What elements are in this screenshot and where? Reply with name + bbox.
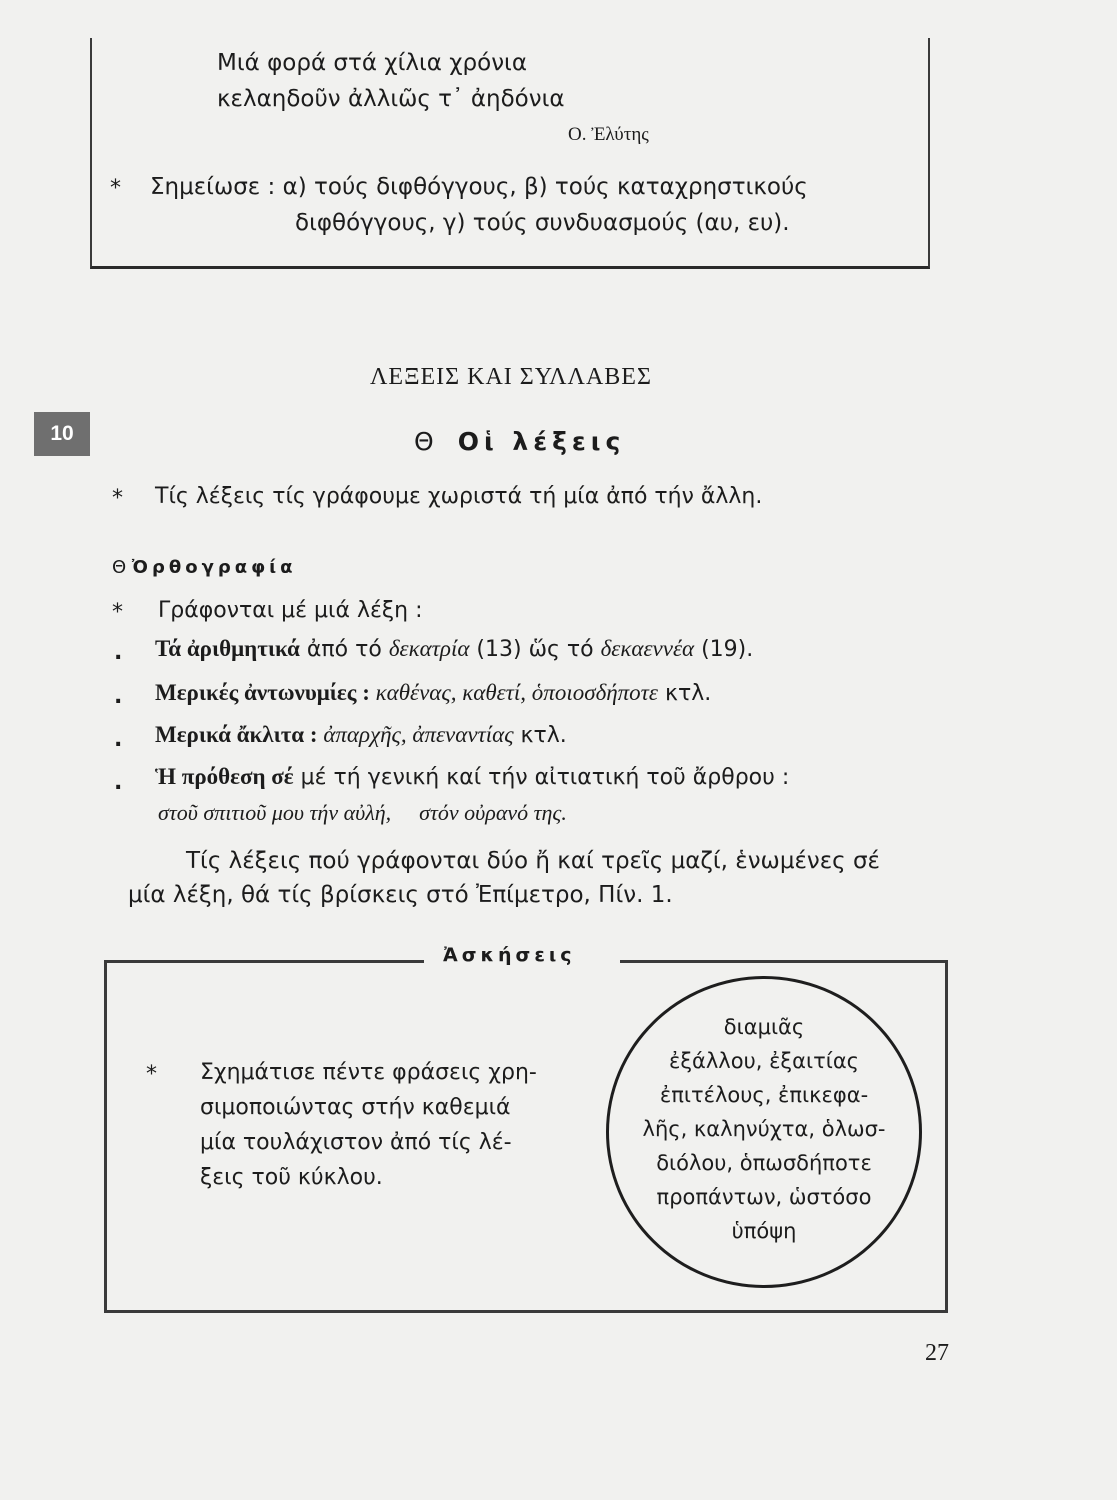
poem-author: Ο. Ἐλύτης <box>568 124 649 145</box>
ortho-item-2-examples: καθένας, καθετί, ὁποιοσδήποτε <box>369 680 658 705</box>
ortho-item-1-part2: (13) ὥς τό <box>469 637 601 662</box>
bullet-1: . <box>114 640 123 665</box>
subheading-symbol: Θ <box>414 427 434 456</box>
page-tab: 10 <box>34 412 90 456</box>
ortho-item-4-rest: μέ τή γενική καί τήν αἰτιατική τοῦ ἄρθρου : <box>293 765 790 790</box>
note-line-2: διφθόγγους, γ) τούς συνδυασμούς (αυ, ευ). <box>295 210 790 236</box>
exercise-line-4: ξεις τοῦ κύκλου. <box>200 1165 383 1190</box>
reference-line-2: μία λέξη, θά τίς βρίσκεις στό Ἐπίμετρο, Πίν. 1. <box>128 882 673 908</box>
ortho-item-2 <box>155 680 711 706</box>
ortho-item-4-label: Ἡ πρόθεση σέ <box>155 764 294 789</box>
circle-word-2: ἐξάλλου, ἐξαιτίας <box>668 1049 860 1073</box>
ortho-item-3-suffix: κτλ. <box>513 723 567 748</box>
rule1-star: * <box>112 486 123 511</box>
ortho-item-1-label: Τά ἀριθμητικά <box>155 636 300 661</box>
exercise-line-2: σιμοποιώντας στήν καθεμιά <box>200 1095 511 1120</box>
ortho-item-4-ex-a: στοῦ σπιτιοῦ μου τήν αὐλή, <box>158 800 392 825</box>
circle-word-4: λῆς, καληνύχτα, ὁλωσ- <box>642 1117 886 1141</box>
orthography-title: Ὀρθογραφία <box>131 557 297 578</box>
poem-box <box>90 38 930 269</box>
orthography-symbol: Θ <box>112 557 127 578</box>
orthography-heading <box>112 557 297 578</box>
subheading <box>414 427 625 456</box>
ortho-item-4-example <box>158 800 567 826</box>
ortho-item-1 <box>155 636 753 662</box>
bullet-3: . <box>114 727 123 752</box>
bullet-4: . <box>114 770 123 795</box>
bullet-2: . <box>114 684 123 709</box>
circle-word-7: ὑπόψη <box>731 1219 797 1243</box>
note-star: * <box>110 176 121 201</box>
exercises-title: Ἀσκήσεις <box>443 944 576 966</box>
exercise-line-3: μία τουλάχιστον ἀπό τίς λέ- <box>200 1130 512 1155</box>
ortho-item-3 <box>155 722 567 748</box>
exercise-line-1: Σχημάτισε πέντε φράσεις χρη- <box>200 1060 537 1085</box>
poem-line-1: Μιά φορά στά χίλια χρόνια <box>217 50 527 76</box>
ortho-item-2-suffix: κτλ. <box>657 681 712 706</box>
ortho-item-3-label: Μερικά ἄκλιτα : <box>155 722 318 747</box>
subheading-text: Οἱ λέξεις <box>457 427 626 456</box>
ortho-item-2-label: Μερικές ἀντωνυμίες : <box>155 680 370 705</box>
exercise-star: * <box>146 1062 157 1087</box>
ortho-item-1-ex2: δεκαεννέα <box>600 636 695 661</box>
ortho-item-1-ex1: δεκατρία <box>388 636 470 661</box>
circle-word-6: προπάντων, ὡστόσο <box>656 1185 872 1209</box>
section-heading: ΛΕΞΕΙΣ ΚΑΙ ΣΥΛΛΑΒΕΣ <box>370 364 652 390</box>
orthography-star: * <box>112 600 123 625</box>
ortho-item-3-examples: ἀπαρχῆς, ἀπεναντίας <box>317 722 514 747</box>
page-number: 27 <box>925 1340 949 1366</box>
ortho-item-4 <box>155 764 789 790</box>
ortho-item-1-part3: (19). <box>694 637 754 662</box>
ortho-item-4-ex-b: στόν οὐρανό της. <box>419 800 567 825</box>
orthography-intro: Γράφονται μέ μιά λέξη : <box>158 598 423 623</box>
note-line-1: Σημείωσε : α) τούς διφθόγγους, β) τούς καταχρηστικούς <box>150 174 808 200</box>
poem-line-2: κελαηδοῦν ἀλλιῶς τ᾽ ἀηδόνια <box>217 86 565 112</box>
ortho-item-1-part1: ἀπό τό <box>299 637 389 662</box>
circle-word-3: ἐπιτέλους, ἐπικεφα- <box>659 1083 869 1107</box>
word-circle <box>606 976 922 1288</box>
rule1-text: Τίς λέξεις τίς γράφουμε χωριστά τή μία ἀπό τήν ἄλλη. <box>155 484 763 509</box>
reference-line-1: Τίς λέξεις πού γράφονται δύο ἤ καί τρεῖς μαζί, ἑνωμένες σέ <box>186 848 880 874</box>
circle-word-1: διαμιᾶς <box>723 1015 805 1039</box>
circle-word-5: διόλου, ὁπωσδήποτε <box>656 1151 872 1175</box>
